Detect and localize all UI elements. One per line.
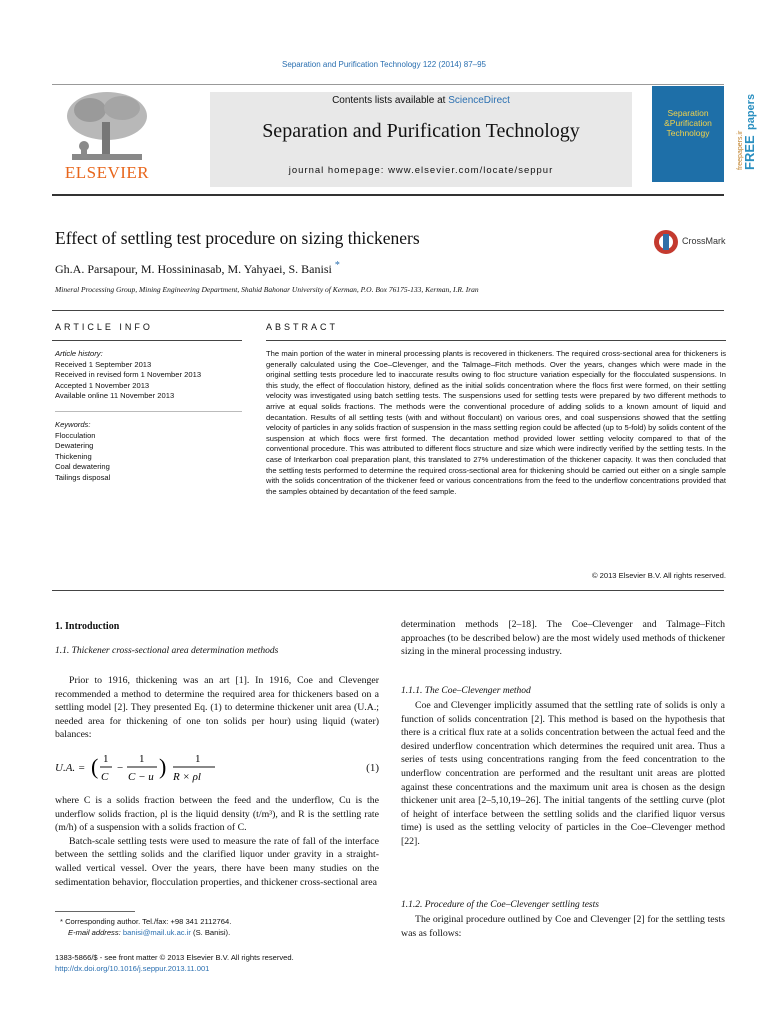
cover-line-1: Separation: [667, 108, 709, 118]
header-bottom-rule: [52, 194, 724, 196]
keyword: Thickening: [55, 451, 92, 461]
keywords-block: [55, 420, 255, 483]
header-divider: [52, 84, 724, 85]
abstract-copyright: © 2013 Elsevier B.V. All rights reserved.: [591, 571, 726, 580]
banner-site-text: freepapers.ir: [737, 130, 744, 170]
abstract-text: The main portion of the water in mineral processing plants is recovered in thickeners. The required cross-sectional area for thickeners is generally calculated using the Coe–Clevenger, and the Talmage–Fitch methods. Over the years, changes which were made in the original settling tests procedure led to inaccurate results owing to floc structure variation especially for the flocculated suspensions. In this study, the effect of flocculation history, defined as the initial solids concentration where the flocs first were formed, on their settling velocity was investigated using batch settling tests. The suspensions used for settling tests were prepared by two different methods to arrive at equal solids fractions. The methods were the conventional procedure of adding solids to a known amount of liquid and decantation. Results of all settling tests (with and without flocculant) on various ores, and coal suspensions showed that the settling velocity of particles in any solids fraction of suspension in the mass settling region could be affected (up to 5-fold) by solids content of the suspension at which flocs were first formed. The decantation method provided lower settling velocity compared to that of the conventional procedure. This was attributed to different flocs structure and size which were indirectly verified by the settling tests. In the case of Interkarbon coal preparation plant, this translated to 27% underestimation of the thickener capacity. It was then concluded that the settling tests performed to determine the required cross-sectional area for thickening should be carried out either on a single sample with the solids concentration of the thickener feed or various concentrations from the feed to the underflow concentrations provided that the samples obtained by decantation of the feed sample.: [266, 349, 726, 496]
article-info-heading: ARTICLE INFO: [55, 322, 153, 332]
email-label: E-mail address:: [68, 928, 123, 937]
doi-link[interactable]: http://dx.doi.org/10.1016/j.seppur.2013.11.001: [55, 964, 210, 973]
paragraph-group-right: [401, 618, 725, 659]
keyword: Dewatering: [55, 441, 94, 450]
publication-info: [55, 952, 455, 974]
footnote-rule: [55, 911, 135, 912]
paragraph-group-method: [401, 699, 725, 849]
contents-line: [210, 95, 632, 106]
section-1-1-1-heading: 1.1.1. The Coe–Clevenger method: [401, 686, 531, 696]
footnote-block: [60, 916, 380, 938]
banner-papers-text: papers: [745, 93, 757, 130]
paragraph-3: Batch-scale settling tests were used to measure the rate of fall of the interface between the settling solids and the clarified liquor under gravity in a straight-walled vertical vessel. Over the years, there have been many studies on the sedimentation behavior, flocculation properties, and thickener cross-sectional area: [55, 835, 379, 888]
svg-text:−: −: [117, 762, 124, 774]
article-history: [55, 349, 255, 402]
paragraph-6: The original procedure outlined by Coe and Clevenger [2] for the settling tests was as follows:: [401, 914, 725, 939]
info-top-rule: [52, 310, 724, 311]
corresponding-author-note: * Corresponding author. Tel./fax: +98 341 2112764.: [60, 917, 232, 926]
equation-expression: [91, 750, 261, 786]
paragraph-4: determination methods [2–18]. The Coe–Clevenger and Talmage–Fitch approaches (to be described below) are the most widely used methods of thickener sizing in the mineral processing industry.: [401, 619, 725, 658]
crossmark-icon: [652, 228, 680, 256]
paragraph-2: where C is a solids fraction between the feed and the underflow, Cu is the underflow solids fraction, ρl is the liquid density (t/m³), and R is the settling rate (m/h) of a suspension with a solids fraction of C.: [55, 795, 379, 834]
cover-line-3: Technology: [666, 128, 710, 138]
svg-text:C: C: [101, 771, 109, 783]
authors-text: Gh.A. Parsapour, M. Hossininasab, M. Yahyaei, S. Banisi: [55, 262, 332, 276]
cover-line-2: &Purification: [664, 118, 712, 128]
paragraph-intro: [55, 674, 379, 742]
affiliation: Mineral Processing Group, Mining Engineering Department, Shahid Bahonar University of Kerman, P.O. Box 76175-133, Kerman, I.R. Iran: [55, 285, 479, 294]
email-link[interactable]: banisi@mail.uk.ac.ir: [122, 928, 191, 937]
info-rule: [52, 340, 242, 341]
keyword: Flocculation: [55, 430, 96, 440]
section-1-1-2-heading: 1.1.2. Procedure of the Coe–Clevenger settling tests: [401, 900, 599, 910]
email-line: [60, 927, 380, 938]
equation-number: (1): [366, 762, 379, 774]
history-item: Received 1 September 2013: [55, 359, 152, 369]
history-item: Available online 11 November 2013: [55, 391, 175, 400]
article-title: Effect of settling test procedure on sizing thickeners: [55, 228, 420, 248]
paragraph-group-procedure: [401, 913, 725, 940]
history-item: Received in revised form 1 November 2013: [55, 370, 202, 379]
contents-prefix: Contents lists available at: [332, 95, 449, 106]
svg-text:1: 1: [103, 753, 109, 765]
equation-lhs: U.A. =: [55, 762, 86, 774]
svg-text:1: 1: [139, 753, 145, 765]
keywords-label: Keywords:: [55, 420, 91, 429]
keyword: Tailings disposal: [55, 472, 111, 482]
sciencedirect-link[interactable]: ScienceDirect: [448, 95, 510, 106]
paragraph-5: Coe and Clevenger implicitly assumed that the settling rate of solids is only a function of solids concentration [2]. This method is based on the hypothesis that there is a critical flux rate at a solids concentration between the actual feed and the desired underflow concentration which determines the required unit area. Thus a series of tests using concentrations ranging from the feed concentration to the underflow concentration are performed and the resultant unit areas are plotted against these concentrations and the maximum unit area is chosen as the design thickener unit area [2–5,10,19–26]. The initial tangents of the settling curve (plot of height of interface between the settling solids and the clarified liquor versus time) is used as the settling velocity of particles in the Coe–Clevenger method [22].: [401, 700, 725, 847]
svg-text:C − u: C − u: [128, 771, 154, 783]
author-list: [55, 260, 340, 277]
paragraph-group-left: [55, 794, 379, 889]
svg-text:): ): [159, 754, 167, 779]
journal-reference[interactable]: Separation and Purification Technology 122 (2014) 87–95: [282, 60, 486, 69]
corresponding-author-mark[interactable]: *: [334, 260, 340, 271]
abstract-bottom-rule: [52, 590, 724, 591]
journal-title: Separation and Purification Technology: [262, 120, 580, 142]
section-1-1-heading: 1.1. Thickener cross-sectional area determination methods: [55, 646, 279, 656]
svg-text:R × ρl: R × ρl: [173, 771, 201, 783]
equation-1: [55, 752, 379, 786]
issn-line: 1383-5866/$ - see front matter © 2013 Elsevier B.V. All rights reserved.: [55, 953, 294, 962]
keyword: Coal dewatering: [55, 462, 110, 471]
paragraph-1: Prior to 1916, thickening was an art [1]. In 1916, Coe and Clevenger recommended a method to determine the required area for thickeners based on a settling model [2]. They presented Eq. (1) to determine thickener unit area (U.A.; needed area for thickening of one ton solids per hour) using liquid (water) balances:: [55, 675, 379, 741]
history-label: Article history:: [55, 349, 103, 358]
svg-text:1: 1: [195, 753, 201, 765]
keywords-rule: [55, 411, 242, 412]
journal-homepage[interactable]: journal homepage: www.elsevier.com/locate/seppur: [288, 165, 554, 176]
abstract-heading: ABSTRACT: [266, 322, 339, 332]
section-1-heading: 1. Introduction: [55, 621, 120, 632]
freepapers-banner: [734, 52, 762, 172]
abstract-rule: [266, 340, 726, 341]
crossmark-badge[interactable]: [652, 228, 742, 258]
svg-text:(: (: [91, 754, 99, 779]
elsevier-wordmark: ELSEVIER: [64, 163, 150, 182]
crossmark-label: CrossMark: [682, 236, 726, 246]
email-suffix: (S. Banisi).: [190, 928, 231, 937]
history-item: Accepted 1 November 2013: [55, 380, 150, 390]
banner-free-text: FREE: [742, 135, 757, 170]
journal-cover-image: [652, 86, 724, 182]
